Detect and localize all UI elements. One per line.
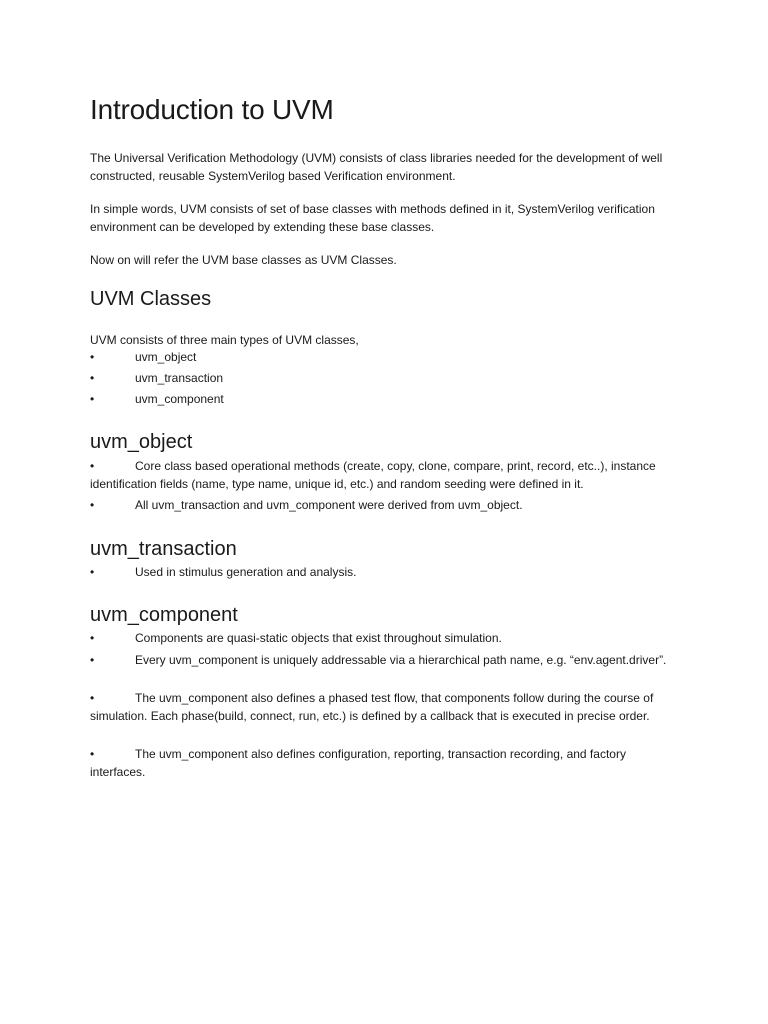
- list-item-text: Every uvm_component is uniquely addressable via a hierarchical path name, e.g. “env.agent.driver”.: [135, 653, 667, 667]
- section-heading-uvm-component: uvm_component: [90, 604, 238, 626]
- list-item: [90, 348, 680, 366]
- list-item: [90, 689, 680, 725]
- bullet-icon: •: [90, 631, 95, 645]
- list-item-text: Core class based operational methods (create, copy, clone, compare, print, record, etc..), instance identification fields (name, type name, unique id, etc.) and random seeding were defined in it.: [90, 459, 656, 491]
- list-item-text: The uvm_component also defines a phased test flow, that components follow during the course of simulation. Each phase(build, connect, run, etc.) is defined by a callback that is executed in precise order.: [90, 691, 654, 723]
- bullet-icon: •: [90, 392, 95, 406]
- list-item: [90, 651, 680, 669]
- section-heading-uvm-classes: UVM Classes: [90, 288, 212, 310]
- list-item: [90, 496, 680, 514]
- bullet-icon: •: [90, 498, 95, 512]
- list-item-text: Components are quasi-static objects that exist throughout simulation.: [135, 631, 502, 645]
- list-item: [90, 369, 680, 387]
- bullet-icon: •: [90, 653, 95, 667]
- list-item: [90, 629, 680, 647]
- bullet-icon: •: [90, 459, 95, 473]
- list-item: [90, 745, 680, 781]
- list-item: [90, 457, 680, 493]
- intro-paragraph-2: In simple words, UVM consists of set of base classes with methods defined in it, SystemVerilog verification environment can be developed by extending these base classes.: [90, 202, 655, 234]
- section-lead: UVM consists of three main types of UVM classes,: [90, 333, 359, 347]
- bullet-icon: •: [90, 747, 95, 761]
- list-item-text: All uvm_transaction and uvm_component were derived from uvm_object.: [135, 498, 523, 512]
- list-item-text: uvm_transaction: [135, 371, 224, 385]
- list-item-text: The uvm_component also defines configuration, reporting, transaction recording, and factory interfaces.: [90, 747, 626, 779]
- section-heading-uvm-transaction: uvm_transaction: [90, 538, 237, 560]
- bullet-icon: •: [90, 371, 95, 385]
- bullet-icon: •: [90, 691, 95, 705]
- list-item-text: uvm_component: [135, 392, 224, 406]
- bullet-icon: •: [90, 350, 95, 364]
- section-heading-uvm-object: uvm_object: [90, 431, 193, 453]
- intro-paragraph-3: Now on will refer the UVM base classes as UVM Classes.: [90, 253, 397, 267]
- bullet-icon: •: [90, 565, 95, 579]
- page-title: Introduction to UVM: [90, 94, 334, 125]
- list-item: [90, 390, 680, 408]
- list-item-text: uvm_object: [135, 350, 197, 364]
- list-item-text: Used in stimulus generation and analysis.: [135, 565, 357, 579]
- intro-paragraph-1: The Universal Verification Methodology (UVM) consists of class libraries needed for the development of well constructed, reusable SystemVerilog based Verification environment.: [90, 151, 663, 183]
- list-item: [90, 563, 680, 581]
